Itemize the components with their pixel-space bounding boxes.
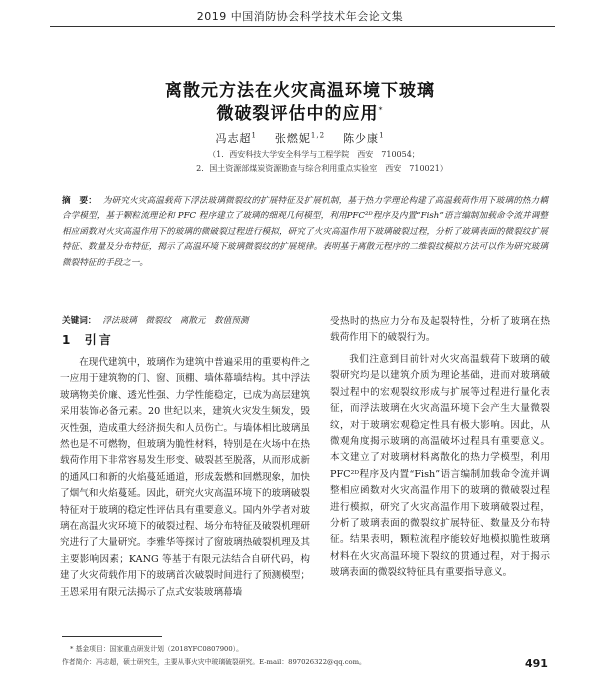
affiliation-2: 2．国土资源部煤炭资源勘查与综合利用重点实验室 西安 710021） [196,164,448,173]
title-footnote-marker: * [378,105,384,115]
header-rule [50,26,555,27]
section-number: 1 [62,333,73,347]
author-affil-sup: 1 [251,131,257,140]
affiliation-1: （1．西安科技大学安全科学与工程学院 西安 710054； [208,150,420,159]
keywords [62,314,312,326]
body-paragraph: 我们注意到目前针对火灾高温载荷下玻璃的破裂研究均是以建筑介质为理论基础，进而对玻璃破裂过程中的宏观裂纹形成与扩展等过程进行量化表征，而浮法玻璃在火灾高温环境下会产生大量微裂纹，对于玻璃宏观稳定性具有极大影响。因此，从微观角度揭示玻璃的高温破坏过程具有重要意义。本文建立了对玻璃材料离散化的热力学模型，利用 PFC²ᴰ程序及内置“Fish”语言编制加载命令流并调整相应函数对火灾高温作用下的玻璃的微破裂过程进行模拟，研究了火灾高温作用下玻璃破裂过程，分析了玻璃表面的微裂纹扩展特征、数量及分布特征。结果表明，颗粒流程序能较好地模拟脆性玻璃材料在火灾高温环境下裂纹的贯通过程，对于揭示玻璃表面的微裂纹特征具有重要指导意义。 [330,354,550,579]
title-line-2-text: 微破裂评估中的应用 [216,104,379,124]
abstract-label: 摘 要： [62,196,97,206]
paper-title-line-1 [0,76,600,101]
section-heading-introduction [62,331,113,348]
keywords-label: 关键词： [62,316,97,326]
paper-title-line-2 [0,99,600,124]
author-name: 陈少康 [343,132,380,145]
footnote-funding: * 基金项目：国家重点研发计划（2018YFC0807900）。 [70,645,243,653]
abstract-text: 为研究火灾高温载荷下浮法玻璃微裂纹的扩展特征及扩展机制，基于热力学理论构建了高温载荷作用下玻璃的热力耦合学模型，基于颗粒流理论和 PFC 程序建立了玻璃的细观几何模型，利用PFC²ᴰ程序及内置“Fish”语言编制加载命令流并调整相应函数对火灾高温作用下的玻璃的微破裂过程进行模拟，研究了火灾高温作用下玻璃破裂过程，分析了玻璃表面的微裂纹扩展特征、数量及分布特征，揭示了高温环境下玻璃微裂纹的扩展规律。表明基于离散元程序的二维裂纹模拟方法可以作为研究玻璃微裂特征的手段之一。 [62,196,548,268]
footnote-author-bio: 作者简介：冯志超，硕士研究生，主要从事火灾中玻璃破裂研究。E-mail：897026322@qq.com。 [62,658,366,666]
author-name: 张燃妮 [274,132,311,145]
right-column-body [330,352,550,582]
right-column-continuation [330,314,550,347]
author-name: 冯志超 [215,132,252,145]
body-paragraph: 在现代建筑中，玻璃作为建筑中普遍采用的重要构件之一应用于建筑物的门、窗、顶棚、墙体幕墙结构。其中浮法玻璃物美价廉、透光性强、力学性能稳定，已成为高层建筑采用装饰必备元素。20 世纪以来，建筑火灾发生频发，毁灭性强，造成重大经济损失和人员伤亡。与墙体相比玻璃虽然也是不可燃物，但玻璃为脆性材料，特别是在火场中在热载荷作用下非常容易发生形变、破裂甚至脱落，从而形成新的通风口和新的火焰蔓延通道，形成轰燃和回燃现象，加快了烟气和火焰蔓延。因此，研究火灾高温环境下的玻璃破裂特征对于玻璃的稳定性评估具有重要意义。国内外学者对玻璃在高温火灾环境下的破裂过程、场分布特征及破裂机理研究进行了大量研究。李雅华等探讨了窗玻璃热破裂机理及其主要影响因素；KANG 等基于有限元法结合自研代码，构建了火灾荷载作用下的玻璃首次破裂时间进行了预测模型；王恩采用有限元法揭示了点式安装玻璃幕墙 [60,357,310,598]
author-list [0,130,600,146]
left-column-body [60,355,310,601]
running-header: 2019 中国消防协会科学技术年会论文集 [196,10,404,23]
page-number: 491 [525,657,548,670]
author-affil-sup: 1 [379,131,385,140]
footnote-rule [62,636,162,637]
body-paragraph: 受热时的热应力分布及起裂特性，分析了玻璃在热载荷作用下的破裂行为。 [330,316,550,344]
keywords-text: 浮法玻璃 微裂纹 离散元 数值预测 [102,316,249,326]
section-title: 引言 [84,333,113,347]
author-affil-sup: 1,2 [310,131,326,140]
title-line-1-text: 离散元方法在火灾高温环境下玻璃 [165,81,435,101]
abstract [62,194,548,271]
